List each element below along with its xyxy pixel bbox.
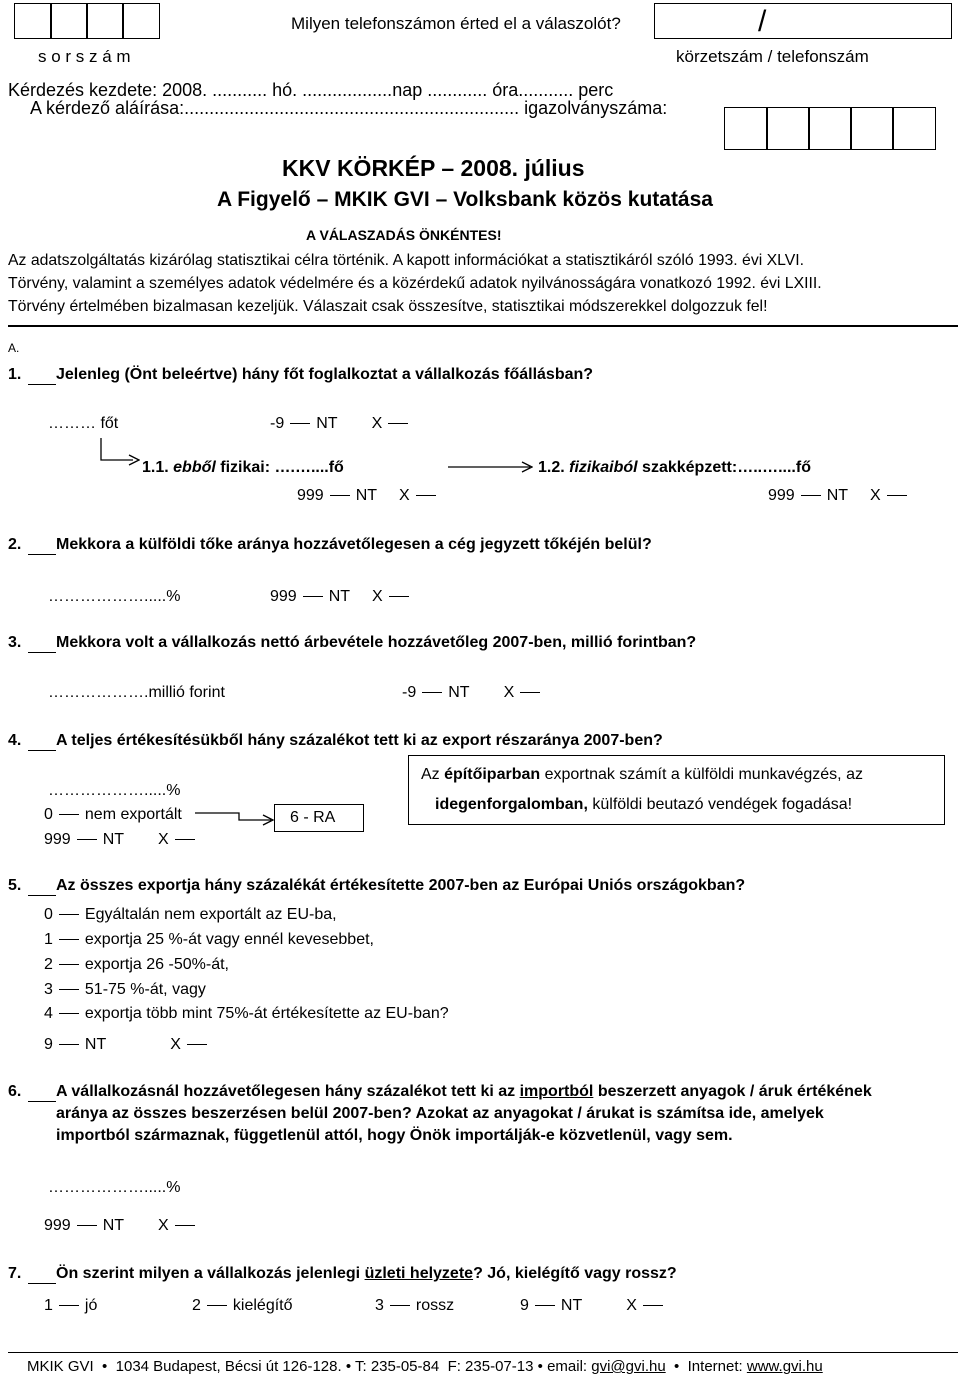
id-box[interactable] (724, 107, 768, 150)
q1-sub2-codes (768, 487, 913, 505)
q5-option-code: 2 (44, 956, 53, 973)
footer-email-link[interactable]: gvi@gvi.hu (591, 1358, 666, 1375)
footer-org: MKIK GVI (27, 1358, 94, 1375)
q1-sub2-nt[interactable]: NT (826, 487, 849, 504)
phone-question: Milyen telefonszámon érted el a válaszolót? (291, 14, 621, 33)
q6-question-line-2: aránya az összes beszerzésen belül 2007-ben? Azokat az anyagokat / árukat is számítsa ide, amelyek (56, 1105, 824, 1122)
q4-route-label: 6 - RA (290, 809, 336, 826)
phone-label: körzetszám / telefonszám (676, 47, 869, 66)
q6-line-1c: beszerzett anyagok / áruk értékének (597, 1083, 872, 1100)
q7-nt[interactable]: NT (560, 1297, 583, 1314)
q6-nt[interactable]: NT (102, 1217, 125, 1234)
q6-code[interactable]: 999 (44, 1217, 71, 1234)
q1-sub2-x[interactable]: X (870, 487, 881, 504)
q4-note-1b: építőiparban (444, 766, 541, 783)
q4-option-0-text: nem exportált (84, 806, 182, 823)
footer-bullet: • (102, 1358, 108, 1375)
q1-sub1-code[interactable]: 999 (297, 487, 324, 504)
q5-nt[interactable]: NT (84, 1036, 107, 1053)
survey-title: KKV KÖRKÉP – 2008. július (282, 155, 585, 181)
q4-note-line-2 (435, 796, 852, 814)
q7-option-2[interactable] (192, 1297, 293, 1315)
q2-underline (28, 554, 56, 555)
q5-option-text: exportja 25 %-át vagy ennél kevesebbet, (84, 931, 374, 948)
q1-nt[interactable]: NT (316, 415, 338, 432)
q4-question: A teljes értékesítésükből hány százalékot tett ki az export részaránya 2007-ben? (56, 732, 663, 749)
q4-option-0[interactable] (44, 806, 182, 824)
footer-fax: F: 235-07-13 (447, 1358, 534, 1375)
q2-codes (270, 588, 415, 606)
q7-text-a: Ön szerint milyen a vállalkozás jelenlegi (56, 1265, 361, 1282)
q6-question-line-3: importból származnak, függetlenül attól, hogy Önök importálják-e közvetlenül, vagy sem. (56, 1127, 733, 1144)
footer-bullet: • (345, 1358, 352, 1375)
q4-route-arrow (195, 806, 275, 830)
footer-tel: T: 235-05-84 (354, 1358, 440, 1375)
q1-sub2-number: 1.2. (538, 459, 565, 476)
q5-option-code: 0 (44, 906, 53, 923)
q5-option-text: Egyáltalán nem exportált az EU-ba, (84, 906, 337, 923)
q6-question-line-1 (56, 1083, 872, 1101)
q1-branch-arrow (95, 438, 140, 468)
footer-web-link[interactable]: www.gvi.hu (746, 1358, 823, 1375)
q1-sub2-italic: fizikaiból (569, 459, 638, 476)
id-box[interactable] (892, 107, 936, 150)
q4-answer[interactable]: ……………….....% (48, 782, 181, 799)
survey-subtitle: A Figyelő – MKIK GVI – Volksbank közös kutatása (217, 188, 713, 211)
q1-code-dk[interactable]: -9 (270, 415, 285, 432)
title-divider (8, 325, 958, 327)
q4-note-1c: exportnak számít a külföldi munkavégzés, az (544, 766, 863, 783)
q7-option-text: jó (84, 1297, 98, 1314)
serial-box[interactable] (122, 3, 160, 39)
voluntary-notice: A VÁLASZADÁS ÖNKÉNTES! (306, 227, 502, 243)
q3-x[interactable]: X (503, 684, 515, 701)
q7-option-code: 1 (44, 1297, 53, 1314)
q2-nt[interactable]: NT (328, 588, 351, 605)
footer-email-label: email: (547, 1358, 588, 1375)
q3-underline (28, 652, 56, 653)
q1-sub1-x[interactable]: X (399, 487, 410, 504)
q7-question (56, 1265, 677, 1283)
footer-bullet: • (537, 1358, 543, 1375)
q3-answer[interactable]: ……………….millió forint (48, 684, 225, 701)
q5-option-1[interactable] (44, 931, 374, 949)
q5-option-code: 4 (44, 1005, 53, 1022)
q2-x[interactable]: X (372, 588, 383, 605)
q4-code[interactable]: 999 (44, 831, 71, 848)
q7-underline (28, 1283, 56, 1284)
q5-option-3[interactable] (44, 981, 206, 999)
q6-line-1b: importból (519, 1083, 594, 1100)
phone-field[interactable] (654, 3, 952, 39)
q1-underline (28, 384, 56, 385)
q5-number: 5. (8, 877, 22, 894)
q5-question: Az összes exportja hány százalékát értékesítette 2007-ben az Európai Uniós országokban? (56, 877, 746, 894)
q4-underline (28, 750, 56, 751)
q5-underline (28, 895, 56, 896)
id-box[interactable] (766, 107, 810, 150)
q4-option-0-code: 0 (44, 806, 53, 823)
q7-code-9[interactable]: 9 (520, 1297, 529, 1314)
q3-codes (402, 684, 546, 702)
q5-option-2[interactable] (44, 956, 229, 974)
serial-box[interactable] (50, 3, 88, 39)
q4-note-2b: külföldi beutazó vendégek fogadása! (592, 796, 853, 813)
q1-sub2-answer[interactable]: szakképzett:…..…....fő (642, 459, 811, 476)
q1-sub1-codes (297, 487, 442, 505)
footer-address: 1034 Budapest, Bécsi út 126-128. (115, 1358, 342, 1375)
q5-option-code: 3 (44, 981, 53, 998)
q7-option-text: kielégítő (232, 1297, 293, 1314)
q3-number: 3. (8, 634, 22, 651)
q4-note-line-1 (421, 766, 863, 784)
q2-code[interactable]: 999 (270, 588, 297, 605)
q7-option-text: rossz (415, 1297, 455, 1314)
footer-divider (8, 1352, 958, 1353)
q5-option-code: 1 (44, 931, 53, 948)
q7-text-c: ? Jó, kielégítő vagy rossz? (473, 1265, 677, 1282)
id-box[interactable] (850, 107, 894, 150)
interview-start: Kérdezés kezdete: 2008. ........... hó. ..................nap ............ óra........... perc (8, 80, 614, 100)
footer-web-label: Internet: (687, 1358, 743, 1375)
q5-code[interactable]: 9 (44, 1036, 53, 1053)
q7-text-b: üzleti helyzete (364, 1265, 474, 1282)
privacy-notice-2: Törvény, valamint a személyes adatok védelmére és a közérdekű adatok nyilvánosságára vonatkozó 1992. évi LXIII. (8, 275, 822, 292)
q7-option-1[interactable] (44, 1297, 97, 1315)
q6-x[interactable]: X (158, 1217, 169, 1234)
q1-sub1-nt[interactable]: NT (355, 487, 378, 504)
q5-codes (44, 1036, 213, 1054)
q3-code[interactable]: -9 (402, 684, 417, 701)
q4-note-1a: Az (421, 766, 440, 783)
q5-option-text: 51-75 %-át, vagy (84, 981, 206, 998)
q4-nt[interactable]: NT (102, 831, 125, 848)
q4-note-2a: idegenforgalomban, (435, 796, 588, 813)
q1-sub1-italic: ebből (173, 459, 216, 476)
serial-box[interactable] (14, 3, 52, 39)
q1-question: Jelenleg (Önt beleértve) hány főt foglalkoztat a vállalkozás főállásban? (56, 366, 594, 383)
q7-option-9 (520, 1297, 669, 1315)
q7-option-code: 3 (375, 1297, 384, 1314)
q1-sub1-answer[interactable]: fizikai: ….…....fő (220, 459, 344, 476)
q2-question: Mekkora a külföldi tőke aránya hozzávetőlegesen a cég jegyzett tőkéjén belül? (56, 536, 652, 553)
q5-option-text: exportja 26 -50%-át, (84, 956, 229, 973)
q7-x[interactable]: X (626, 1297, 637, 1314)
interviewer-signature: A kérdező aláírása:................................................................... igazolványszáma: (30, 98, 668, 118)
q1-sub2 (538, 459, 811, 477)
q7-option-3[interactable] (375, 1297, 454, 1315)
q3-question: Mekkora volt a vállalkozás nettó árbevétele hozzávetőleg 2007-ben, millió forintban? (56, 634, 697, 651)
footer (27, 1358, 823, 1375)
q7-option-code: 2 (192, 1297, 201, 1314)
id-box[interactable] (808, 107, 852, 150)
q3-nt[interactable]: NT (448, 684, 470, 701)
q5-option-text: exportja több mint 75%-át értékesítette az EU-ban? (84, 1005, 449, 1022)
privacy-notice-1: Az adatszolgáltatás kizárólag statisztikai célra történik. A kapott információkat a statisztikáról szóló 1993. évi XLVI. (8, 252, 805, 269)
serial-box[interactable] (86, 3, 124, 39)
q6-number: 6. (8, 1083, 22, 1100)
q6-answer[interactable]: ……………….....% (48, 1179, 181, 1196)
q1-number: 1. (8, 366, 22, 383)
q7-number: 7. (8, 1265, 22, 1282)
section-label: A. (8, 341, 20, 355)
q1-sub2-code[interactable]: 999 (768, 487, 795, 504)
phone-slash: / (758, 5, 767, 38)
q1-x[interactable]: X (371, 415, 383, 432)
q4-x[interactable]: X (158, 831, 169, 848)
q2-answer[interactable]: ……………….....% (48, 588, 181, 605)
privacy-notice-3: Törvény értelmében bizalmasan kezeljük. Válaszait csak összesítve, statisztikai módszerekkel dolgozzuk fel! (8, 298, 768, 315)
q5-x[interactable]: X (170, 1036, 181, 1053)
q4-codes (44, 831, 201, 849)
serial-label: s o r s z á m (38, 47, 131, 66)
q1-sub1 (142, 459, 344, 477)
q1-answer[interactable]: ……… főt (48, 415, 119, 432)
q6-underline (28, 1101, 56, 1102)
q2-number: 2. (8, 536, 22, 553)
footer-bullet: • (674, 1358, 680, 1375)
q6-codes (44, 1217, 201, 1235)
q5-option-4[interactable] (44, 1005, 449, 1023)
q1-sub-arrow (448, 460, 533, 474)
q4-number: 4. (8, 732, 22, 749)
q5-option-0[interactable] (44, 906, 337, 924)
q1-codes (270, 415, 414, 433)
q6-line-1a: A vállalkozásnál hozzávetőlegesen hány százalékot tett ki az (56, 1083, 516, 1100)
q1-sub1-number: 1.1. (142, 459, 169, 476)
